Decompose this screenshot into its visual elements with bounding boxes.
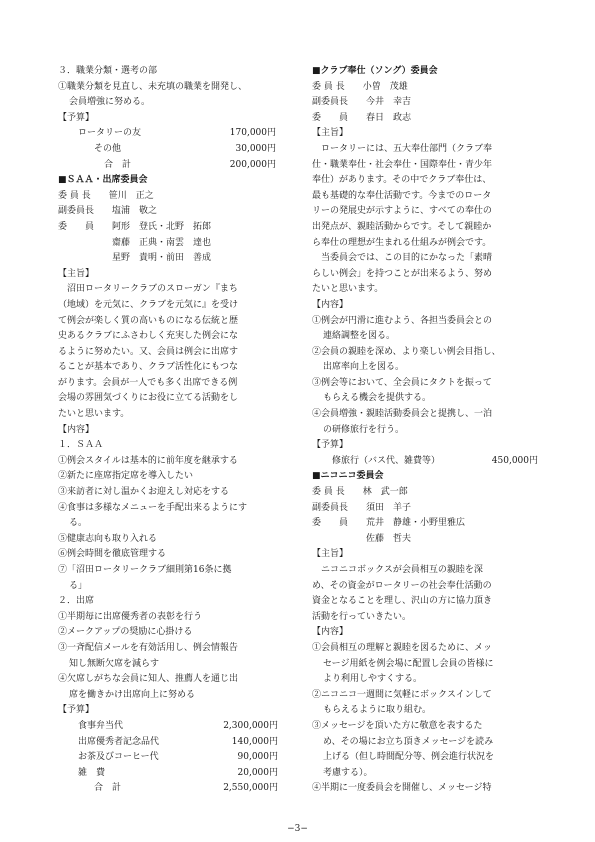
member-line: 副委員長 今井 幸吉 (312, 97, 412, 108)
member-line: 星野 貴明・前田 善成 (58, 253, 212, 264)
budget-row: 雑 費 20,000円 (78, 767, 278, 778)
list-item-cont: 席を働きかけ出席向上に努める (69, 689, 196, 700)
purpose-line: 沼田ロータリークラブのスローガン『まち (58, 284, 238, 295)
list-item: ①職業分類を見直し、未充填の職業を開発し、 (58, 81, 248, 92)
purpose-line: ることが基本であり、クラブ活性化にもつな (58, 362, 239, 373)
budget-row: お茶及びコーヒー代 90,000円 (78, 752, 278, 763)
list-item-cont: 会員増強に努める。 (69, 97, 151, 108)
budget-row: 出席優秀者記念品代 140,000円 (78, 736, 278, 747)
budget-total-row: 合 計 200,000円 (104, 159, 276, 170)
committee-heading-nikoniko: ■ニコニコ委員会 (312, 471, 384, 482)
list-item: ⑤健康志向も取り入れる (58, 533, 158, 544)
list-item-cont: より利用しやすくする。 (323, 674, 423, 685)
purpose-line: ら奉仕の理想が生まれる仕組みが例会です。 (312, 237, 492, 248)
budget-label: 【予算】 (58, 112, 95, 123)
right-column (312, 64, 554, 797)
list-item: ③例会等において、全会員にタクトを振って (312, 377, 492, 388)
member-line: 副委員長 須田 羊子 (312, 502, 412, 513)
purpose-line: るように努めたい。又、会員は例会に出席す (58, 346, 239, 357)
budget-total-row: 合 計 2,550,000円 (94, 783, 278, 794)
purpose-line: ニコニコボックスが会員相互の親睦を深 (312, 565, 483, 575)
list-item-cont: 考慮する）。 (323, 767, 373, 778)
list-item: ①例会スタイルは基本的に前年度を継承する (58, 455, 238, 466)
list-item-cont: もらえる機会を提供する。 (323, 393, 432, 404)
member-line: 委 員 長 笹川 正之 (58, 190, 154, 201)
member-line: 委 員 春日 政志 (312, 112, 412, 123)
list-item-cont: る」 (69, 580, 88, 591)
purpose-line: 最も基礎的な奉仕活動です。今までのロータ (312, 190, 492, 201)
content-label: 【内容】 (312, 627, 349, 638)
purpose-line: 会場の雰囲気づくりにお役に立てる活動をし (58, 393, 239, 404)
purpose-line: 仕・職業奉仕・社会奉仕・国際奉仕・青少年 (312, 159, 493, 170)
left-column (58, 64, 296, 797)
list-item: ②会員の親睦を深め、より楽しい例会目指し、 (312, 346, 501, 357)
content-label: 【内容】 (312, 299, 349, 310)
list-item-cont: 連絡調整を図る。 (323, 331, 396, 342)
budget-row: 修旅行（バス代、雑費等） 450,000円 (332, 455, 538, 466)
budget-row: その他 30,000円 (94, 143, 276, 154)
list-item: ②新たに座席指定席を導入したい (58, 471, 194, 482)
list-item: ③一斉配信メールを有効活用し、例会情報告 (58, 642, 238, 653)
committee-heading-saa: ■ＳＡＡ・出席委員会 (58, 175, 148, 186)
list-item: ④半期に一度委員会を開催し、メッセージ特 (312, 783, 492, 794)
list-item: ①例会が円滑に進むよう、各担当委員会との (312, 315, 493, 326)
list-item: ①半期毎に出席優秀者の表彰を行う (58, 611, 203, 622)
purpose-line: （地域）を元気に、クラブを元気に』を受け (58, 299, 239, 310)
list-item: ⑥例会時間を徹底管理する (58, 549, 167, 560)
list-item-cont: 上げる（但し時間配分等、例会進行状況を (323, 752, 495, 763)
budget-row: 食事弁当代 2,300,000円 (78, 720, 278, 731)
budget-row: ロータリーの友 170,000円 (78, 128, 276, 139)
purpose-line: たいと思います。 (312, 284, 384, 295)
subsection-attendance: ２．出席 (58, 596, 95, 607)
list-item-cont: 出席率向上を図る。 (323, 362, 405, 373)
purpose-line: て例会が楽しく質の高いものになる伝統と歴 (58, 315, 239, 326)
list-item: ④欠席しがちな会員に知人、推薦人を通じ出 (58, 674, 239, 685)
content-label: 【内容】 (58, 424, 95, 435)
list-item: ①会員相互の理解と親睦を図るために、メッ (312, 642, 493, 653)
member-line: 委 員 長 小曽 茂雄 (312, 81, 408, 92)
section-heading-vocational: ３．職業分類・選考の部 (58, 66, 158, 76)
member-line: 副委員長 塩浦 敬之 (58, 206, 158, 217)
purpose-line: 資金となることを理し、沢山の方に協力頂き (312, 596, 493, 607)
purpose-line: リーの発展史が示すように、すべての奉仕の (312, 206, 492, 217)
purpose-line: 活動を行っていきたい。 (312, 611, 412, 622)
list-item: ③メッセージを頂いた方に敬意を表するた (312, 720, 483, 731)
budget-label: 【予算】 (312, 440, 349, 451)
list-item: ④食事は多様なメニューを手配出来るようにす (58, 502, 248, 513)
page-number: −3− (287, 824, 308, 834)
purpose-line: 当委員会では、この目的にかなった「素晴 (312, 253, 493, 264)
purpose-line: らしい例会」を持つことが出来るよう、努め (312, 268, 493, 279)
purpose-line: 奉仕）があります。その中でクラブ奉仕は、 (312, 175, 492, 186)
list-item-cont: の研修旅行を行う。 (323, 424, 405, 435)
purpose-line: がります。会員が一人でも多く出席できる例 (58, 377, 238, 388)
member-line: 委 員 荒井 静雄・小野里雅広 (312, 518, 466, 529)
purpose-label: 【主旨】 (312, 128, 349, 139)
member-line: 佐藤 哲夫 (312, 533, 412, 544)
list-item: ④会員増強・親睦活動委員会と提携し、一泊 (312, 409, 493, 420)
committee-heading-club-service: ■クラブ奉仕（ソング）委員会 (312, 66, 438, 76)
list-item-cont: もらえるように取り組む。 (323, 705, 432, 716)
purpose-line: たいと思います。 (58, 409, 130, 420)
purpose-line: め、その資金がロータリーの社会奉仕活動の (312, 580, 492, 591)
purpose-label: 【主旨】 (58, 268, 95, 279)
list-item: ③来訪者に対し温かくお迎えし対応をする (58, 487, 230, 498)
list-item: ②ニコニコ一週間に気軽にボックスインして (312, 689, 492, 700)
purpose-line: ロータリーには、五大奉仕部門（クラブ奉 (312, 143, 493, 154)
purpose-line: 史あるクラブにふさわしく充実した例会にな (58, 331, 239, 342)
subsection-saa: １．ＳＡＡ (58, 440, 104, 451)
list-item-cont: セージ用紙を例会場に配置し会員の皆様に (323, 658, 494, 669)
list-item: ②メークアップの奨励に心掛ける (58, 627, 193, 638)
list-item: ⑦「沼田ロータリークラブ細則第16条に拠 (58, 565, 232, 575)
budget-label: 【予算】 (58, 705, 95, 716)
list-item-cont: め、その場にお立ち頂きメッセージを読み (323, 736, 494, 747)
purpose-label: 【主旨】 (312, 549, 349, 560)
purpose-line: 出発点が、親睦活動からです。そして親睦か (312, 221, 492, 232)
list-item-cont: 知し無断欠席を減らす (69, 658, 160, 669)
member-line: 齋藤 正典・南雲 達也 (58, 237, 212, 248)
member-line: 委 員 長 林 武一郎 (312, 487, 408, 498)
member-line: 委 員 阿形 登氏・北野 拓郎 (58, 221, 212, 232)
list-item-cont: る。 (69, 518, 88, 529)
